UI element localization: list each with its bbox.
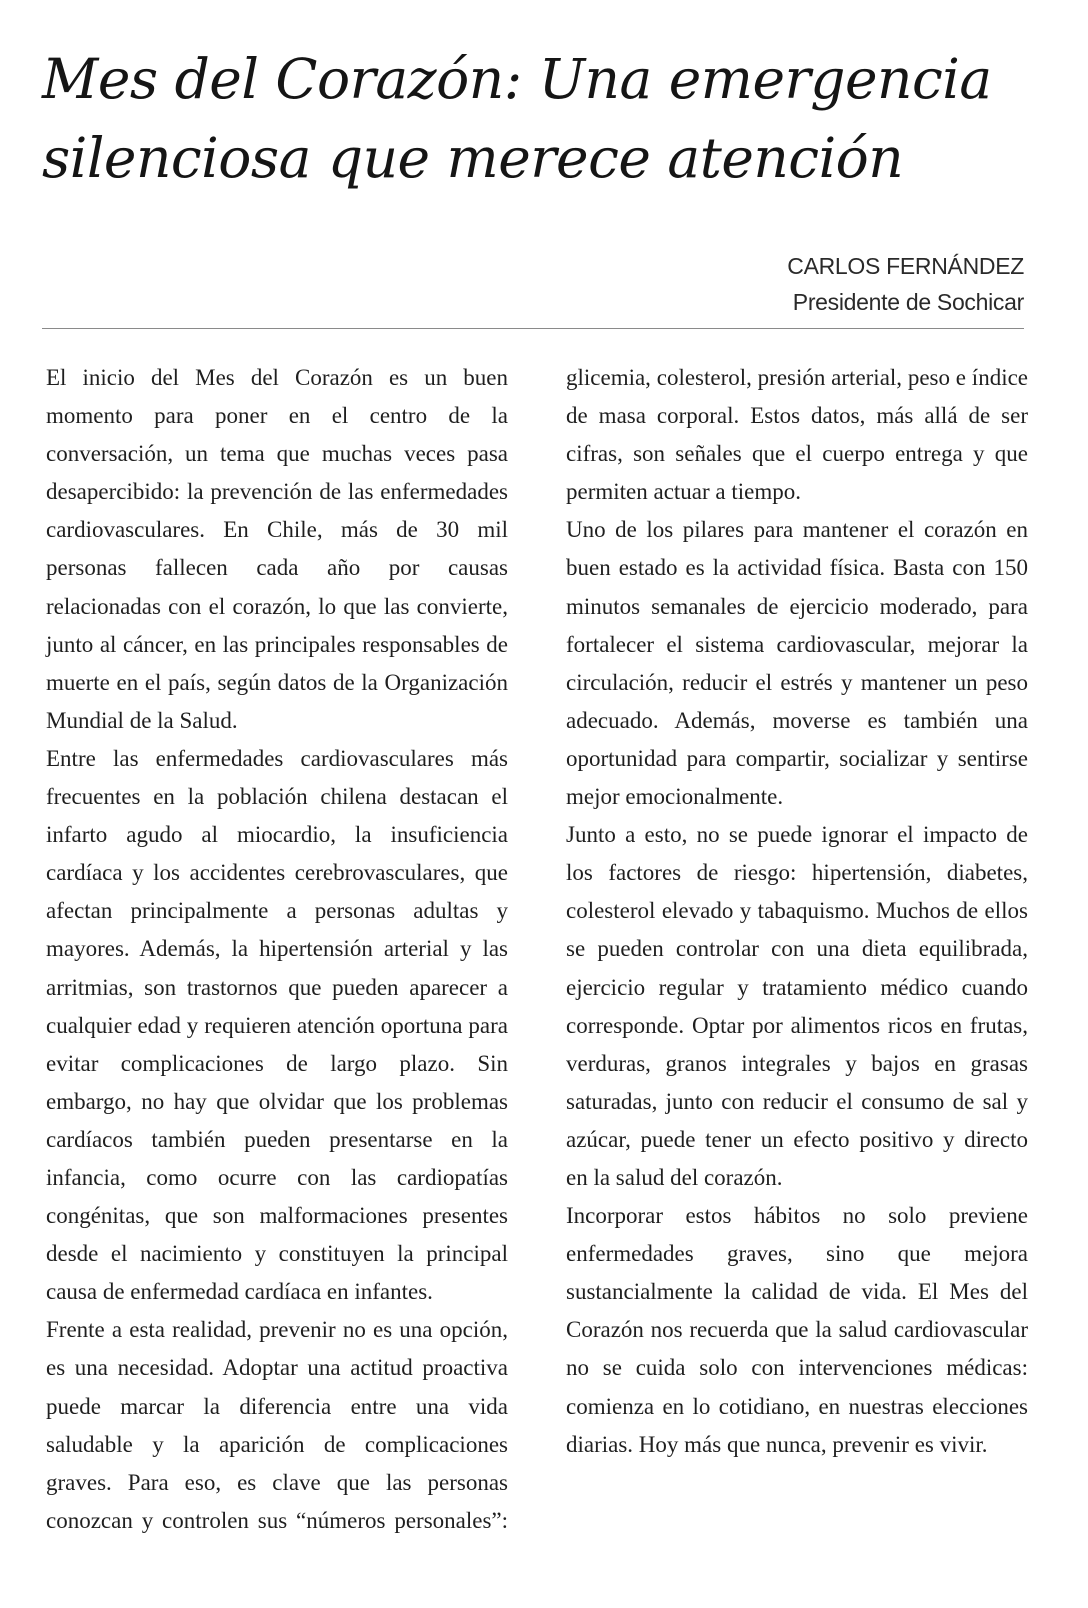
author-name: CARLOS FERNÁNDEZ	[787, 253, 1024, 279]
byline	[787, 248, 1024, 320]
paragraph-2: Entre las enfermedades cardiovasculares más frecuentes en la población chilena destacan el infarto agudo al miocardio, la insuficiencia cardíaca y los accidentes cerebrovasculares, que afectan principalmente a personas adultas y mayores. Además, la hipertensión arterial y las arritmias, son trastornos que pueden aparecer a cualquier edad y requieren atención oportuna para evitar complicaciones de largo plazo. Sin embargo, no hay que olvidar que los problemas cardíacos también pueden presentarse en la infancia, como ocurre con las cardiopatías congénitas, que son malformaciones presentes desde el nacimiento y constituyen la principal causa de enfermedad cardíaca en infantes.	[46, 745, 508, 1305]
article-body	[46, 359, 1028, 1569]
paragraph-3: Frente a esta realidad, prevenir no es una opción, es una necesidad. Adoptar una actitud proactiva puede marcar la diferencia entre una vida saludable y la aparición de complicaciones graves. Para eso, es clave que las personas conozcan y controlen sus “números personales”: glicemia, colesterol, presión arterial, peso e índice de masa corporal. Estos datos, más allá de ser cifras, son señales que el cuerpo entrega y que permiten actuar a tiempo.	[46, 365, 1028, 1533]
header-divider	[42, 328, 1024, 329]
paragraph-1: El inicio del Mes del Corazón es un buen momento para poner en el centro de la conversación, un tema que muchas veces pasa desapercibido: la prevención de las enfermedades cardiovasculares. En Chile, más de 30 mil personas fallecen cada año por causas relacionadas con el corazón, lo que las convierte, junto al cáncer, en las principales responsables de muerte en el país, según datos de la Organización Mundial de la Salud.	[46, 365, 508, 733]
paragraph-5: Junto a esto, no se puede ignorar el impacto de los factores de riesgo: hipertensión, diabetes, colesterol elevado y tabaquismo. Muchos de ellos se pueden controlar con una dieta equilibrada, ejercicio regular y tratamiento médico cuando corresponde. Optar por alimentos ricos en frutas, verduras, granos integrales y bajos en grasas saturadas, junto con reducir el consumo de sal y azúcar, puede tener un efecto positivo y directo en la salud del corazón.	[566, 822, 1028, 1190]
paragraph-4: Uno de los pilares para mantener el corazón en buen estado es la actividad física. Basta con 150 minutos semanales de ejercicio moderado, para fortalecer el sistema cardiovascular, mejorar la circulación, reducir el estrés y mantener un peso adecuado. Además, moverse es también una oportunidad para compartir, socializar y sentirse mejor emocionalmente.	[566, 517, 1028, 810]
paragraph-6: Incorporar estos hábitos no solo previene enfermedades graves, sino que mejora sustancialmente la calidad de vida. El Mes del Corazón nos recuerda que la salud cardiovascular no se cuida solo con intervenciones médicas: comienza en lo cotidiano, en nuestras elecciones diarias. Hoy más que nunca, prevenir es vivir.	[566, 1203, 1028, 1457]
author-role: Presidente de Sochicar	[792, 289, 1024, 315]
article-headline: Mes del Corazón: Una emergencia silenciosa que merece atención	[42, 47, 992, 190]
